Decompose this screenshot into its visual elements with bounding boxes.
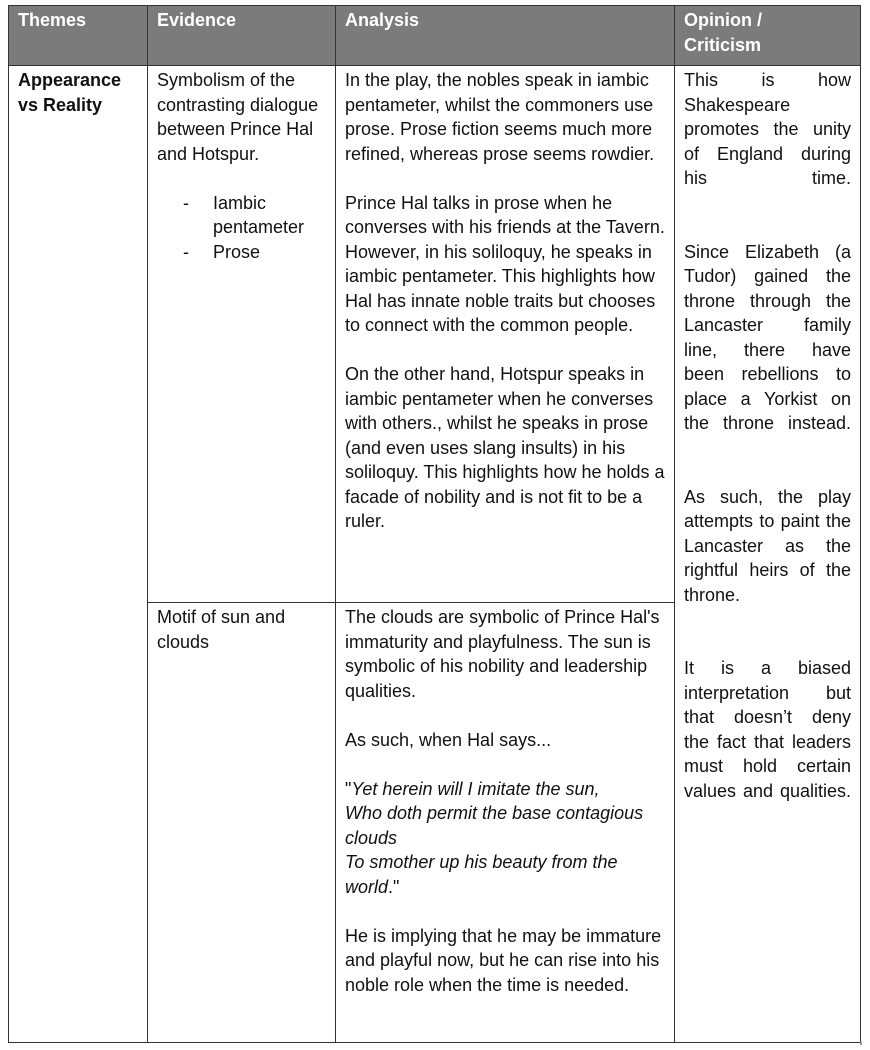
analysis-paragraph: The clouds are symbolic of Prince Hal's immaturity and playfulness. The sun is symbolic of his nobility and leadership qualities.	[345, 607, 660, 701]
header-themes-label: Themes	[18, 10, 87, 30]
analysis-cell-2	[335, 602, 675, 1043]
opinion-paragraph: Since Elizabeth (a Tudor) gained the throne through the Lancaster family line, there have been rebellions to place a Yorkist on the throne instead.	[684, 241, 851, 433]
evidence-list-text: Iambic pentameter	[213, 192, 305, 237]
opinion-paragraph: This is how Shakespeare promotes the unity of England during his time.	[684, 70, 851, 188]
evidence-cell-1	[147, 65, 336, 603]
analysis-paragraph: Prince Hal talks in prose when he converses with his friends at the Tavern. However, in his soliloquy, he speaks in iambic pentameter. This highlights how Hal has innate noble traits but chooses to connect with the common people.	[345, 192, 665, 335]
header-opinion	[674, 5, 861, 66]
quote-line: To smother up his beauty from the world	[345, 852, 618, 897]
evidence-list-text: Prose	[213, 241, 261, 262]
analysis-paragraph: On the other hand, Hotspur speaks in iambic pentameter when he converses with others., whilst he speaks in prose (and even uses slang insults) in his soliloquy. This highlights how he holds a facade of nobility and is not fit to be a ruler.	[345, 364, 665, 531]
evidence-list-item	[157, 191, 326, 240]
quote-close: ."	[388, 876, 400, 897]
quote-block	[345, 777, 665, 900]
evidence-list-item	[157, 240, 326, 265]
header-analysis-label: Analysis	[345, 10, 420, 30]
theme-cell	[8, 65, 148, 1043]
list-dash: -	[183, 241, 189, 262]
opinion-paragraph: It is a biased interpretation but that doesn’t deny the fact that leaders must hold certain values and qualities.	[684, 658, 851, 801]
theme-line2: vs Reality	[18, 94, 103, 115]
quote-line: Yet herein will I imitate the sun,	[351, 778, 600, 799]
evidence-cell-2	[147, 602, 336, 1043]
header-evidence-label: Evidence	[157, 10, 237, 30]
theme-line1: Appearance	[18, 70, 122, 90]
evidence-intro: Symbolism of the contrasting dialogue between Prince Hal and Hotspur.	[157, 70, 319, 164]
header-analysis	[335, 5, 675, 66]
analysis-cell-1	[335, 65, 675, 603]
quote-line: Who doth permit the base contagious clouds	[345, 803, 644, 848]
analysis-paragraph: As such, when Hal says...	[345, 729, 552, 750]
header-themes	[8, 5, 148, 66]
evidence-motif: Motif of sun and clouds	[157, 607, 286, 652]
notes-table	[8, 5, 861, 1043]
opinion-paragraph: As such, the play attempts to paint the Lancaster as the rightful heirs of the throne.	[684, 486, 851, 605]
header-evidence	[147, 5, 336, 66]
opinion-cell	[674, 65, 861, 1043]
header-opinion-line1: Opinion /	[684, 10, 762, 30]
analysis-paragraph: He is implying that he may be immature and playful now, but he can rise into his noble role when the time is needed.	[345, 925, 662, 995]
analysis-paragraph: In the play, the nobles speak in iambic pentameter, whilst the commoners use prose. Prose fiction seems much more refined, whereas prose seems rowdier.	[345, 70, 655, 164]
header-opinion-line2: Criticism	[684, 34, 762, 55]
evidence-list	[157, 191, 326, 265]
corner-mark	[860, 1042, 862, 1045]
list-dash: -	[183, 192, 189, 213]
quote-open: "	[345, 778, 352, 799]
